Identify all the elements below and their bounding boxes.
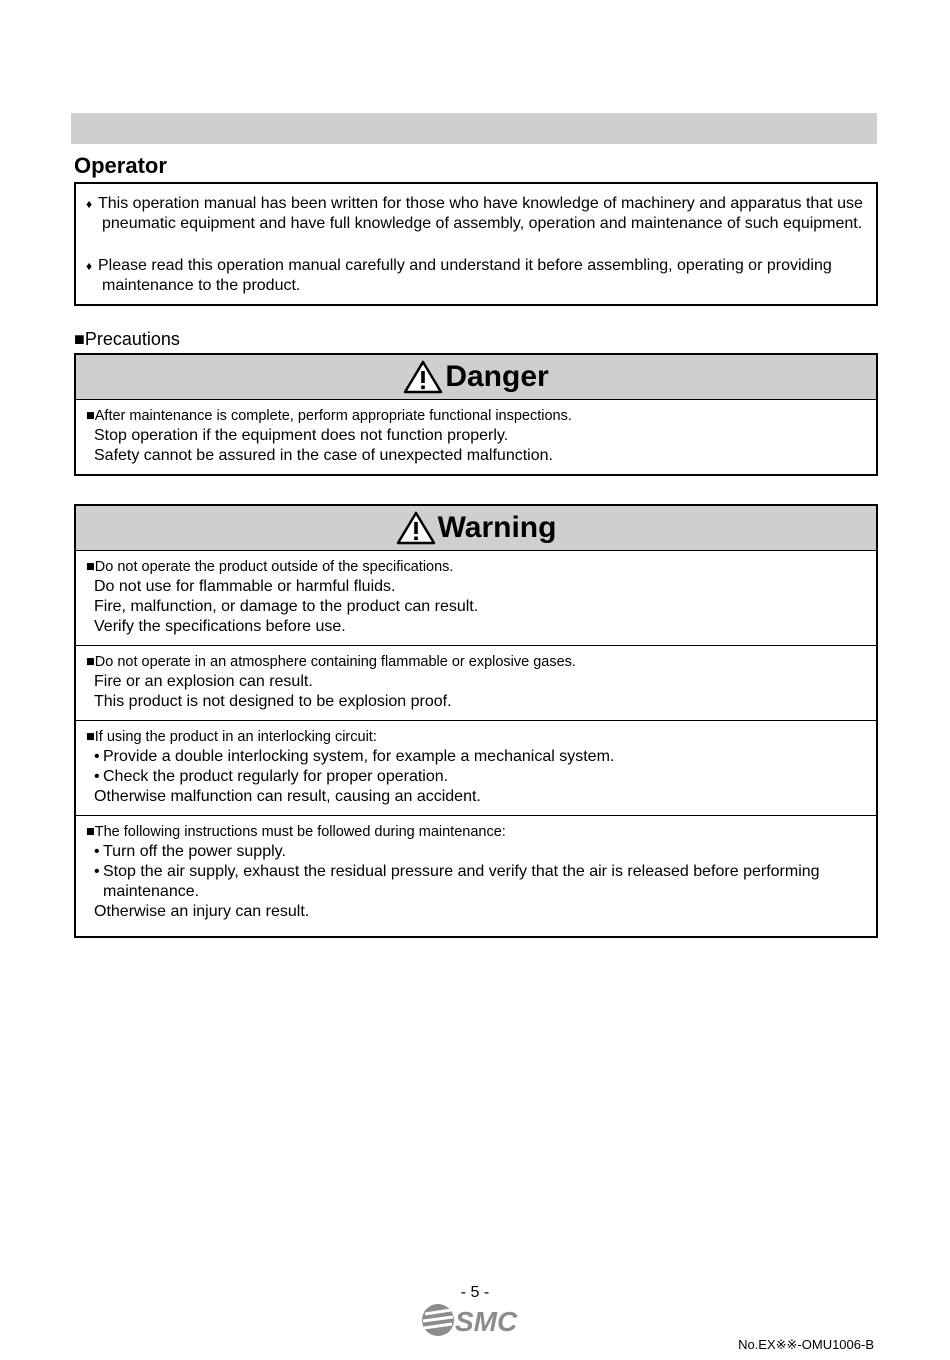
diamond-bullet-icon: ♦ (86, 197, 93, 211)
bullet-dot-icon: • (94, 843, 100, 860)
danger-section (76, 400, 876, 474)
smc-logo (421, 1302, 531, 1338)
warning-triangle-icon (396, 511, 436, 545)
section-line: Safety cannot be assured in the case of unexpected malfunction. (94, 447, 553, 464)
warning-title: Warning (437, 511, 557, 544)
bullet-text: Turn off the power supply. (103, 843, 286, 860)
operator-title: Operator (74, 153, 167, 178)
warning-box (74, 504, 878, 938)
section-line: Otherwise an injury can result. (94, 903, 310, 920)
warning-section (76, 551, 876, 645)
bullet-line (86, 842, 866, 862)
danger-header (76, 355, 876, 400)
section-heading: ■If using the product in an interlocking circuit: (86, 729, 377, 745)
section-line: Stop operation if the equipment does not function properly. (94, 427, 509, 444)
section-heading: ■Do not operate in an atmosphere containing flammable or explosive gases. (86, 654, 576, 670)
warning-section (76, 645, 876, 720)
danger-title: Danger (445, 360, 549, 393)
bullet-line (86, 767, 866, 787)
section-line: This product is not designed to be explosion proof. (94, 693, 452, 710)
section-line: Do not use for flammable or harmful fluids. (94, 578, 396, 595)
bullet-dot-icon: • (94, 768, 100, 785)
warning-section (76, 720, 876, 815)
page-number: - 5 - (460, 1284, 490, 1301)
danger-box (74, 353, 878, 476)
operator-box (74, 182, 878, 306)
operator-item-text: Please read this operation manual carefully and understand it before assembling, operating or providing maintenance to the product. (98, 257, 832, 294)
bullet-text: Provide a double interlocking system, for example a mechanical system. (103, 748, 615, 765)
bullet-continuation: maintenance. (103, 883, 200, 900)
header-band (71, 113, 877, 144)
section-line: Verify the specifications before use. (94, 618, 346, 635)
bullet-line (86, 862, 866, 882)
precautions-title: ■Precautions (74, 329, 180, 349)
bullet-dot-icon: • (94, 748, 100, 765)
operator-item (86, 256, 866, 296)
section-line: Otherwise malfunction can result, causing an accident. (94, 788, 481, 805)
operator-item-text: This operation manual has been written for those who have knowledge of machinery and apparatus that use pneumatic equipment and have full knowledge of assembly, operation and maintenance of such equipment. (98, 195, 863, 232)
operator-item (86, 194, 866, 234)
section-heading: ■After maintenance is complete, perform appropriate functional inspections. (86, 408, 572, 424)
warning-header (76, 506, 876, 551)
warning-section (76, 815, 876, 936)
section-heading: ■Do not operate the product outside of the specifications. (86, 559, 454, 575)
bullet-line (86, 747, 866, 767)
bullet-dot-icon: • (94, 863, 100, 880)
document-number: No.EX※※-OMU1006-B (738, 1337, 874, 1352)
section-line: Fire, malfunction, or damage to the product can result. (94, 598, 479, 615)
bullet-text: Stop the air supply, exhaust the residual pressure and verify that the air is released before performing (103, 863, 820, 880)
bullet-text: Check the product regularly for proper operation. (103, 768, 449, 785)
warning-triangle-icon (403, 360, 443, 394)
section-line: Fire or an explosion can result. (94, 673, 313, 690)
section-heading: ■The following instructions must be followed during maintenance: (86, 824, 506, 840)
logo-text: SMC (455, 1306, 518, 1337)
diamond-bullet-icon: ♦ (86, 259, 93, 273)
